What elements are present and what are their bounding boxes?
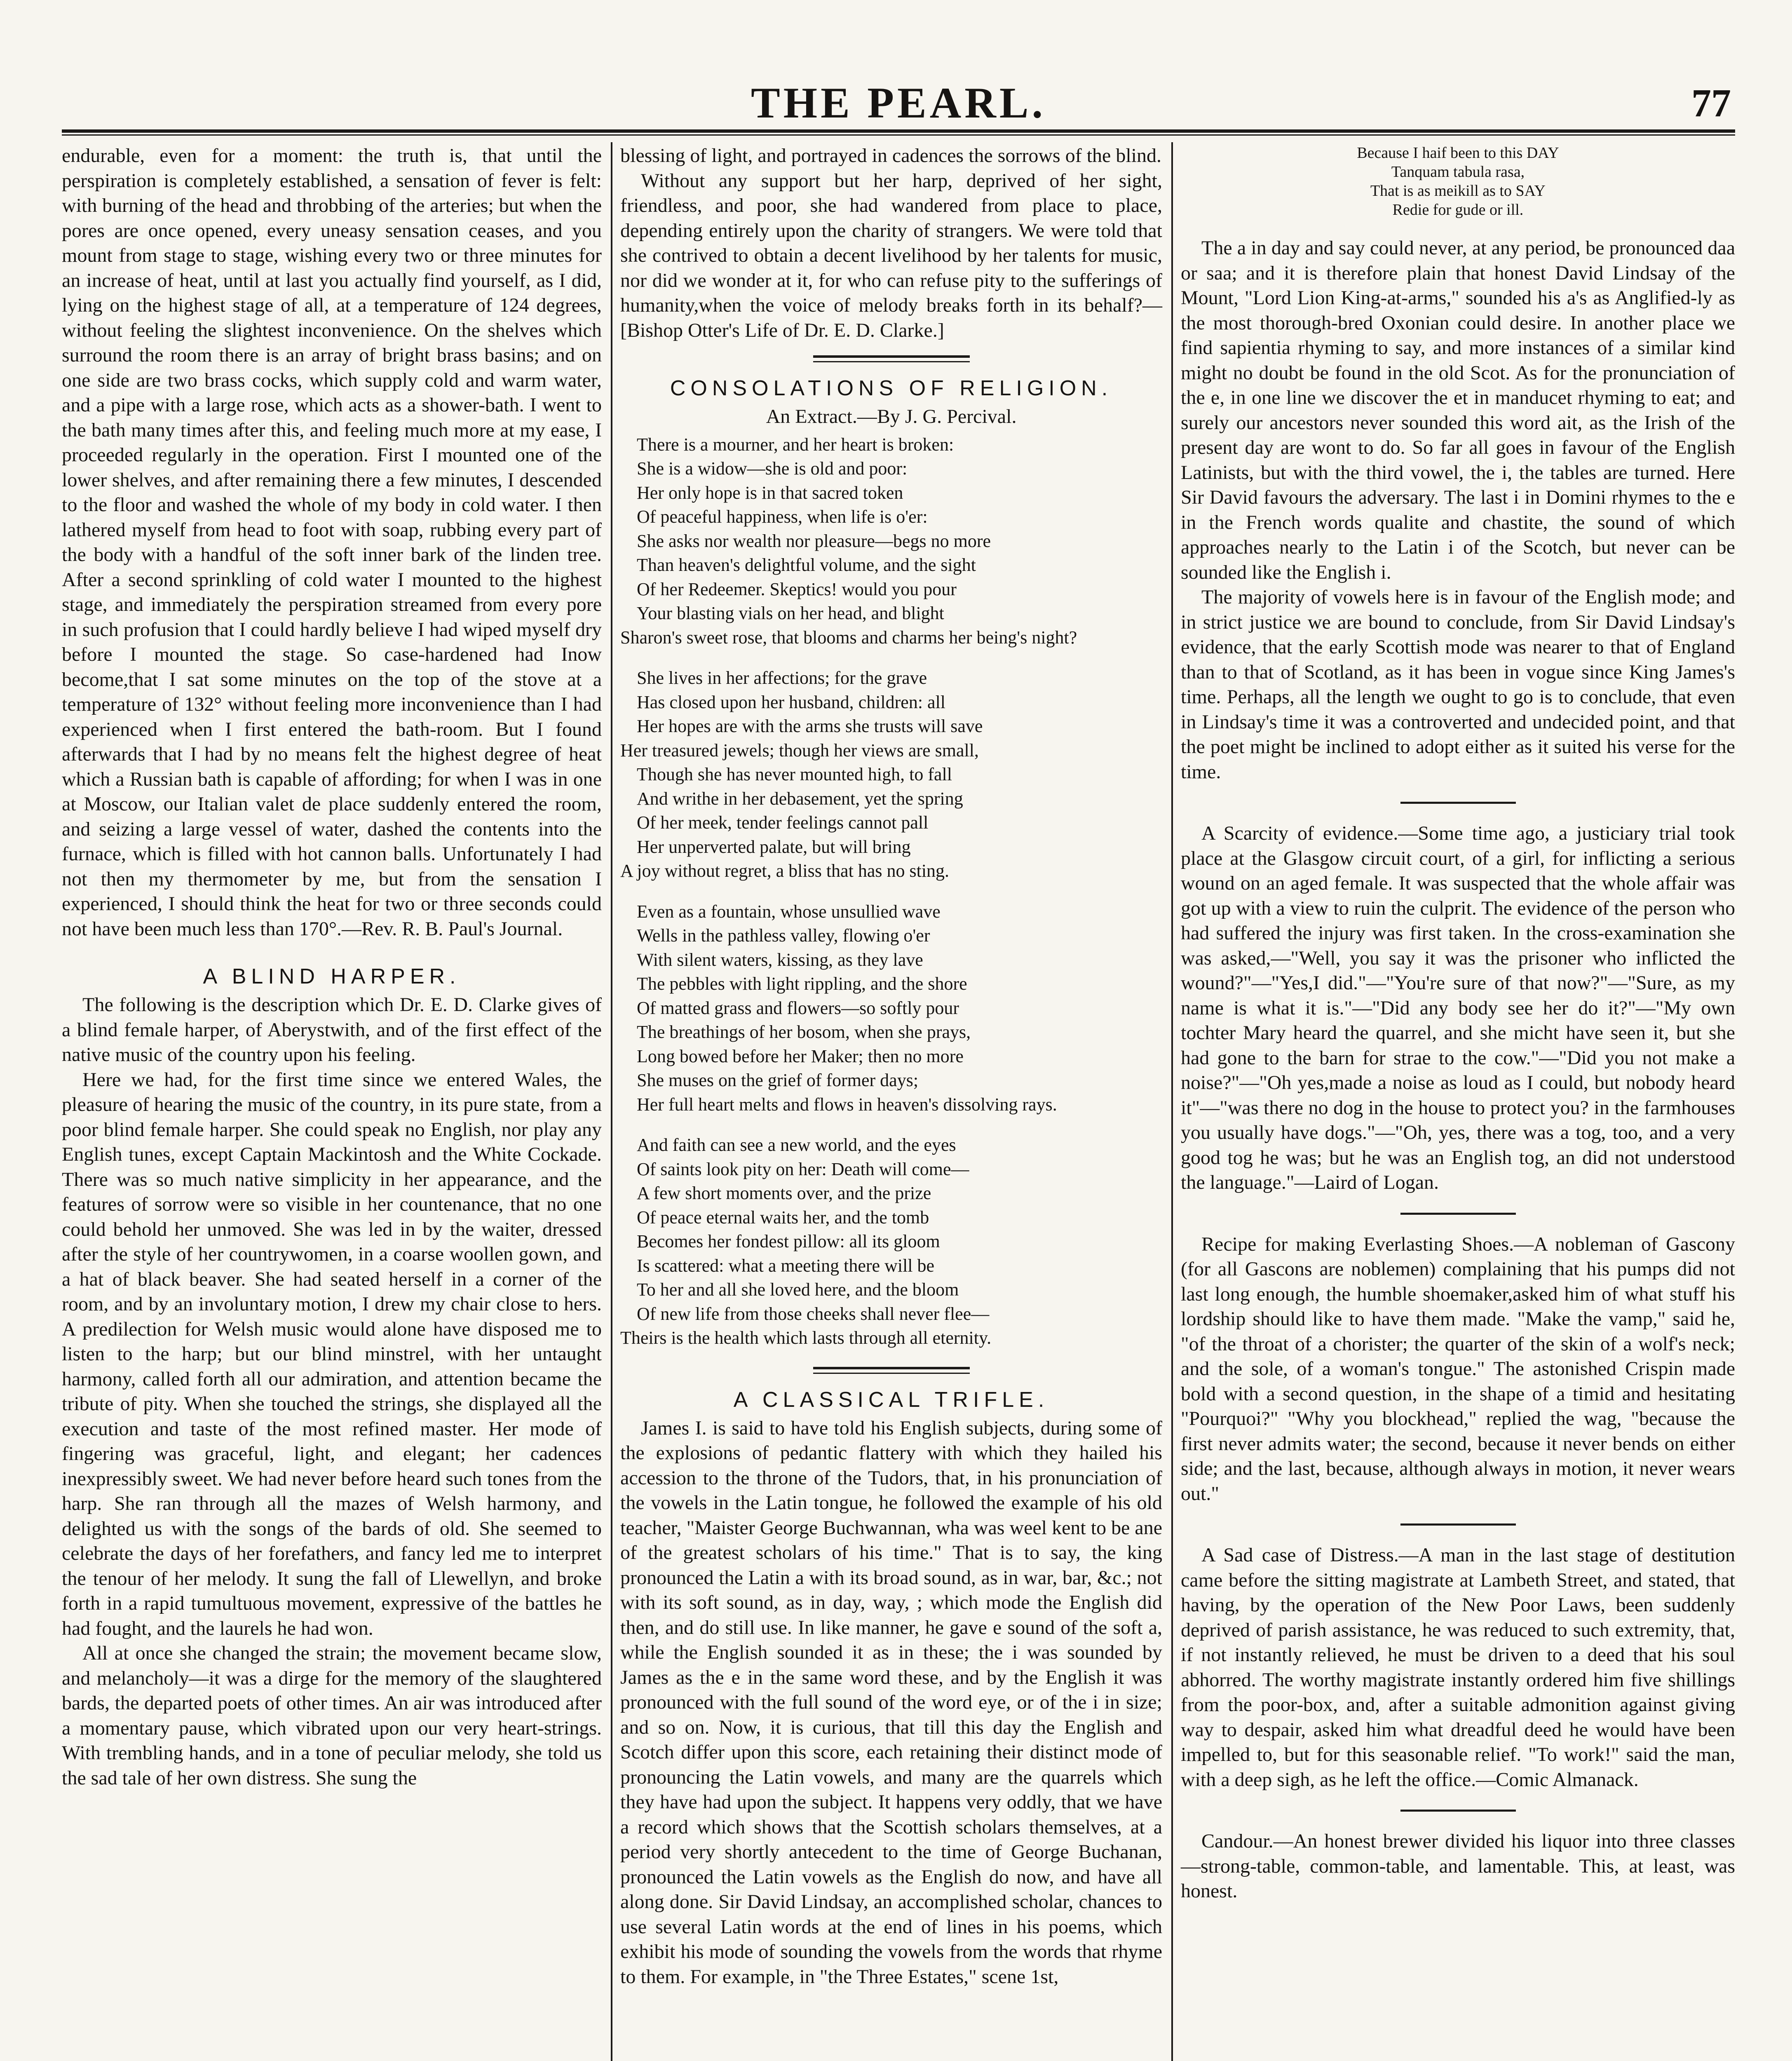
poem-line: And faith can see a new world, and the eyes (637, 1135, 956, 1155)
poem-line: Her treasured jewels; though her views are small, (620, 740, 979, 761)
everlasting-shoes-item: Recipe for making Everlasting Shoes.—A nobleman of Gascony (for all Gascons are noblemen) complaining that his pumps did not last long enough, the humble shoemaker,asked him of what stuff his lordship should like to have them made. "Make the vamp," said he, "of the throat of a chorister; the quarter of the skin of a wolf's neck; and the sole, of a woman's tongue." The astonished Crispin made bold with a second question, in the shape of a timid and hesitating "Pourquoi?" "Why you blockhead," replied the wag, "because the first never admits water; the second, because it never bends on either side; and the last, because, although always in motion, it never wears out." (1181, 1233, 1735, 1505)
quote-line: Tanquam tabula rasa, (1391, 163, 1525, 181)
poem-stanza (620, 666, 1162, 883)
poem-stanza (620, 1133, 1162, 1350)
column-2 (620, 143, 1162, 1989)
column-divider-1 (611, 142, 612, 2061)
section-rule (813, 1367, 970, 1369)
poem-line: Of peace eternal waits her, and the tomb (637, 1207, 929, 1228)
short-rule (1400, 1810, 1516, 1812)
poem-line: A joy without regret, a bliss that has no sting. (620, 861, 950, 881)
header-rule (62, 129, 1735, 133)
short-rule (1400, 1213, 1516, 1215)
poem-line: She lives in her affections; for the grave (637, 668, 927, 688)
poem-stanza (620, 900, 1162, 1117)
poem-line: Has closed upon her husband, children: all (637, 692, 946, 712)
poem-line: A few short moments over, and the prize (637, 1183, 931, 1203)
classical-trifle-continuation: The majority of vowels here is in favour of the English mode; and in strict justice we are bound to conclude, from Sir David Lindsay's evidence, that the early Scottish mode was nearer to that of England than to that of Scotland, as it has been in vogue since King James's time. Perhaps, all the length we ought to go is to conclude, that even in Lindsay's time it was a controverted and undecided point, and that the poet might be inclined to adopt either as it suited his verse for the time. (1181, 586, 1735, 783)
header-rule-thin (62, 134, 1735, 136)
classical-trifle-paragraph: James I. is said to have told his English subjects, during some of the explosions of pedantic flattery with which they hailed his accession to the throne of the Tudors, that, in his pronunciation of the vowels in the Latin tongue, he followed the example of his old teacher, "Maister George Buchwannan, wha was weel kent to be ane of the greatest scholars of his time." That is to say, the king pronounced the Latin a with its broad sound, as in war, bar, &c.; not with its soft sound, as in day, way, ; which mode the English did then, and do still use. In like manner, he gave e sound of the soft a, while the English sounded it as in these; the i was sounded by James as the e in the same word these, and by the English it was pronounced with the full sound of the word eye, or of the i in size; and so on. Now, it is curious, that till this day the English and Scotch differ upon this score, each retaining their distinct mode of pronouncing the Latin vowels, and many are the quarrels which they have had upon the subject. It happens very oddly, that we have a record which shows that the Scottish scholars themselves, at a period very shortly antecedent to the time of George Buchanan, pronounced the Latin vowels as the English do now, and have all along done. Sir David Lindsay, an accomplished scholar, chances to use several Latin words at the end of lines in his poems, which exhibit his mode of sounding the vowels from the words that rhyme to them. For example, in "the Three Estates," scene 1st, (620, 1417, 1162, 1988)
blind-harper-paragraph: All at once she changed the strain; the movement became slow, and melancholy—it was a dirge for the memory of the slaughtered bards, the departed poets of other times. An air was introduced after a momentary pause, which vibrated upon our very heart-strings. With trembling hands, and in a tone of peculiar melody, she told us the sad tale of her own distress. She sung the (62, 1642, 602, 1789)
poem-line: The pebbles with light rippling, and the shore (637, 974, 967, 994)
page-number: 77 (1691, 81, 1731, 125)
poem-line: Of peaceful happiness, when life is o'er: (637, 507, 928, 527)
newspaper-title: THE PEARL. (751, 79, 1046, 127)
poem-line: To her and all she loved here, and the bloom (637, 1279, 959, 1300)
poem-line: Of her Redeemer. Skeptics! would you pour (637, 579, 957, 599)
poem-line: Of her meek, tender feelings cannot pall (637, 812, 929, 833)
consolations-subheading: An Extract.—By J. G. Percival. (766, 406, 1017, 427)
classical-trifle-continuation: The a in day and say could never, at any period, be pronounced daa or saa; and it is therefore plain that honest David Lindsay of the Mount, "Lord Lion King-at-arms," sounded his a's as Anglified-ly as the most thorough-bred Oxonian could desire. In another place we find sapientia rhyming to say, and more instances of a similar kind might no doubt be found in the old Scot. As for the pronunciation of the e, in one line we discover the et in manducet rhyming to eat; and surely our ancestors never sounded this word ait, as the Irish of the present day are wont to do. So far all goes in favour of the English Latinists, but with the third vowel, the i, the tables are turned. Here Sir David favours the adversary. The last i in Domini rhymes to the e in the French words qualite and chastite, the sound of which approaches nearly to the Latin i of the Scotch, but never can be sounded like the English i. (1181, 237, 1735, 583)
consolations-heading: CONSOLATIONS OF RELIGION. (670, 376, 1113, 400)
blind-harper-continuation: blessing of light, and portrayed in cadences the sorrows of the blind. (620, 145, 1162, 167)
blind-harper-heading: A BLIND HARPER. (203, 965, 461, 988)
poem-line: Of saints look pity on her: Death will come— (637, 1159, 969, 1179)
poem-line: She asks nor wealth nor pleasure—begs no more (637, 531, 991, 551)
blind-harper-paragraph: Here we had, for the first time since we entered Wales, the pleasure of hearing the music of the country, in its pure state, from a poor blind female harper. She could speak no English, nor play any English tunes, except Captain Mackintosh and the White Cockade. There was so much native simplicity in her appearance, and the features of sorrow were so visible in her countenance, that no one could behold her unmoved. She was led in by the waiter, dressed after the style of her countrywomen, in a coarse woollen gown, and a hat of black beaver. She had seated herself in a corner of the room, and by an involuntary motion, I drew my chair close to hers. A predilection for Welsh music would alone have disposed me to listen to the harp; but our blind minstrel, with her untaught harmony, called forth all our admiration, and attention became the tribute of pity. When she touched the strings, she displayed all the execution and taste of the most refined master. Her mode of fingering was graceful, light, and elegant; her cadences inexpressibly sweet. We had never before heard such tones from the harp. She ran through all the mazes of Welsh harmony, and delighted us with the songs of the bards of old. She seemed to celebrate the days of her forefathers, and fancy led me to interpret the tenour of her melody. It sung the fall of Llewellyn, and broke forth in a rapid tumultuous movement, expressive of the battles he had fought, and the laurels he had won. (62, 1068, 602, 1639)
poem-line: Her full heart melts and flows in heaven's dissolving rays. (637, 1094, 1057, 1115)
column-1 (62, 143, 602, 1791)
poem-line: Of matted grass and flowers—so softly pour (637, 998, 959, 1018)
column-divider-2 (1171, 142, 1173, 2061)
poem-line: And writhe in her debasement, yet the spring (637, 788, 963, 809)
poem-line: With silent waters, kissing, as they lave (637, 949, 923, 970)
poem-line: Theirs is the health which lasts through all eternity. (620, 1328, 992, 1348)
poem-line: Becomes her fondest pillow: all its gloom (637, 1231, 940, 1251)
short-rule (1400, 1523, 1516, 1526)
poem-line: Wells in the pathless valley, flowing o'er (637, 925, 930, 946)
poem-line: Her only hope is in that sacred token (637, 482, 903, 503)
poem-line: There is a mourner, and her heart is broken: (637, 434, 954, 455)
poem-line: Her hopes are with the arms she trusts will save (637, 716, 983, 736)
poem-line: She muses on the grief of former days; (637, 1070, 919, 1090)
quote-line: Redie for gude or ill. (1392, 201, 1524, 218)
poem-line: Than heaven's delightful volume, and the sight (637, 555, 976, 575)
blind-harper-intro: The following is the description which Dr. E. D. Clarke gives of a blind female harper, of Aberystwith, and of the first effect of the native music of the country upon his feeling. (62, 994, 602, 1066)
poem-line: The breathings of her bosom, when she prays, (637, 1022, 971, 1042)
sad-case-of-distress-item: A Sad case of Distress.—A man in the last stage of destitution came before the sitting magistrate at Lambeth Street, and stated, that having, by the operation of the New Poor Laws, been suddenly deprived of parish assistance, he was reduced to such extremity, that, if not instantly relieved, he must be driven to a deed that his soul abhorred. The worthy magistrate instantly ordered him five shillings from the poor-box, and, after a suitable admonition against giving way to despair, asked him what dreadful deed he would have been impelled to, but for this seasonable relief. "To work!" said the man, with a deep sigh, as he left the office.—Comic Almanack. (1181, 1544, 1735, 1791)
section-rule-thin (813, 361, 970, 362)
poem (620, 433, 1162, 1350)
scarcity-of-evidence-item: A Scarcity of evidence.—Some time ago, a justiciary trial took place at the Glasgow circuit court, of a girl, for inflicting a serious wound on an aged female. It was suspected that the whole affair was got up with a view to ruin the culprit. The evidence of the person who had suffered the injury was first taken. In the cross-examination she was asked,—"Well, you say it was the prisoner who inflicted the wound?"—"Yes,I did."—"You're sure of that now?"—"Sure, as my name is what it is."—"Did any body see her do it?"—"My own tochter Mary heard the quarrel, and she micht have seen it, but she had gone to the barn for strae to the cow."—"Did you not make a noise?"—"Oh yes,made a noise as loud as I could, but nobody heard it"—"was there no dog in the house to protect you? in the farmhouses you usually have dogs."—"Oh, yes, there was a tog, too, and a very good tog he was; but he was an English tog, an did not understood the language."—Laird of Logan. (1181, 822, 1735, 1193)
poem-line: Though she has never mounted high, to fall (637, 764, 952, 784)
poem-line: Is scattered: what a meeting there will be (637, 1255, 935, 1276)
quote-line: That is as meikill as to SAY (1370, 182, 1546, 200)
poem-line: Even as a fountain, whose unsullied wave (637, 901, 941, 922)
poem-line: Her unperverted palate, but will bring (637, 836, 911, 857)
poem-line: Of new life from those cheeks shall never flee— (637, 1303, 990, 1324)
poem-line: She is a widow—she is old and poor: (637, 458, 908, 479)
masthead (62, 78, 1735, 128)
poem-line: Sharon's sweet rose, that blooms and charms her being's night? (620, 627, 1077, 648)
section-rule-thin (813, 1373, 970, 1374)
candour-item: Candour.—An honest brewer divided his liquor into three classes—strong-table, common-table, and lamentable. This, at least, was honest. (1181, 1830, 1735, 1902)
blind-harper-continuation: Without any support but her harp, deprived of her sight, friendless, and poor, she had wandered from place to place, depending entirely upon the charity of strangers. We were told that she contrived to obtain a decent livelihood by her talents for music, nor did we wonder at it, for who can refuse pity to the sufferings of humanity,when the voice of melody breaks forth in its behalf?—[Bishop Otter's Life of Dr. E. D. Clarke.] (620, 169, 1162, 341)
lindsay-quote (1181, 143, 1735, 219)
column-3 (1181, 143, 1735, 1904)
short-rule (1400, 802, 1516, 804)
section-rule (813, 355, 970, 358)
russian-bath-article: endurable, even for a moment: the truth is, that until the perspiration is completely established, a sensation of fever is felt: with burning of the head and throbbing of the arteries; but when the pores are once opened, every uneasy sensation ceases, and you mount from stage to stage, wishing every two or three minutes for an increase of heat, until at last you actually find yourself, as I did, lying on the highest stage of all, at a temperature of 124 degrees, without feeling the slightest inconvenience. On the shelves which surround the room there is an array of bright brass basins; and on one side are two brass cocks, which supply cold and warm water, and a pipe with a large rose, which acts as a shower-bath. I went to the bath many times after this, and feeling much more at my ease, I proceeded regularly in the operation. First I mounted one of the lower shelves, and after remaining there a few minutes, I descended to the floor and washed the whole of my body in cold water. I then lathered myself from head to foot with soap, rubbing every part of the body with a handful of the soft inner bark of the linden tree. After a second sprinkling of cold water I mounted to the highest stage, and immediately the perspiration streamed from every pore in such profusion that I could hardly believe I had wiped myself dry before I mounted the stage. So case-hardened had Inow become,that I sat some minutes on the top of the stove at a temperature of 132° without feeling more inconvenience than I had experienced when I first entered the bath-room. But I found afterwards that I had by no means felt the highest degree of heat which a Russian bath is capable of affording; for when I was in one at Moscow, our Italian valet de place suddenly entered the room, and seizing a large vessel of water, dashed the contents into the furnace, which is filled with hot cannon balls. Unfortunately I had not then my thermometer by me, but from the sensation I experienced, I should think the heat for two or three seconds could not have been much less than 170°.—Rev. R. B. Paul's Journal. (62, 145, 602, 940)
classical-trifle-heading: A CLASSICAL TRIFLE. (733, 1387, 1049, 1412)
poem-line: Your blasting vials on her head, and blight (637, 603, 944, 623)
quote-line: Because I haif been to this DAY (1357, 144, 1559, 162)
poem-stanza (620, 433, 1162, 650)
poem-line: Long bowed before her Maker; then no more (637, 1046, 964, 1066)
